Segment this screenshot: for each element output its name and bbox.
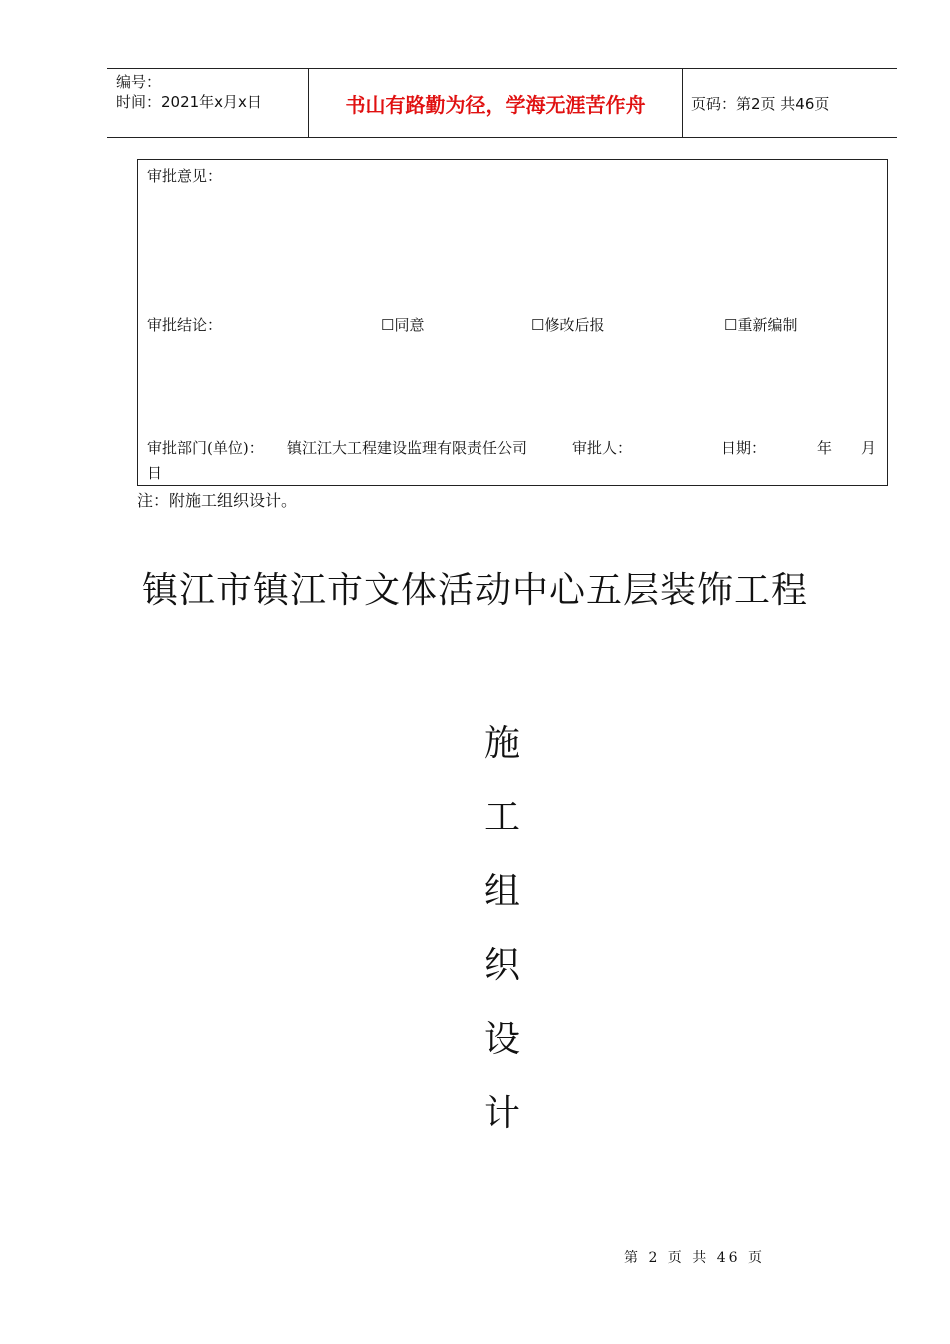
date-label: 日期： — [721, 439, 767, 457]
doc-title-char: 施 — [483, 723, 520, 764]
approval-conclusion-label: 审批结论： — [147, 316, 223, 334]
approval-box — [137, 159, 888, 486]
option-agree-checkbox[interactable]: ☐同意 — [381, 316, 425, 334]
approver-label: 审批人： — [572, 439, 633, 457]
doc-title-char: 织 — [483, 945, 520, 986]
attachment-note: 注：附施工组织设计。 — [137, 491, 298, 510]
doc-title-char: 组 — [483, 871, 520, 912]
project-title: 镇江市镇江市文体活动中心五层装饰工程 — [141, 570, 808, 611]
header-meta — [107, 69, 308, 137]
header-page-info: 页码：第2页 共46页 — [691, 94, 830, 113]
number-label: 编号： — [116, 73, 162, 91]
header-motto: 书山有路勤为径，学海无涯苦作舟 — [345, 92, 646, 117]
month-label: 月 — [861, 439, 877, 457]
header-motto-cell — [308, 69, 683, 137]
doc-title-char: 计 — [483, 1093, 520, 1134]
year-label: 年 — [817, 439, 833, 457]
doc-title-char: 工 — [483, 797, 520, 838]
time-label: 时间：2021年x月x日 — [116, 93, 262, 111]
approval-dept-label: 审批部门(单位)： — [147, 439, 264, 457]
option-redo-checkbox[interactable]: ☐重新编制 — [724, 316, 798, 334]
option-revise-checkbox[interactable]: ☐修改后报 — [531, 316, 605, 334]
doc-title-char: 设 — [483, 1019, 520, 1060]
day-label: 日 — [147, 464, 163, 482]
page-header — [107, 68, 897, 138]
page-footer: 第 2 页 共 46 页 — [624, 1250, 765, 1266]
header-page-cell — [682, 69, 897, 137]
approval-opinion-label: 审批意见： — [147, 167, 223, 185]
approval-dept-value: 镇江江大工程建设监理有限责任公司 — [287, 439, 528, 457]
